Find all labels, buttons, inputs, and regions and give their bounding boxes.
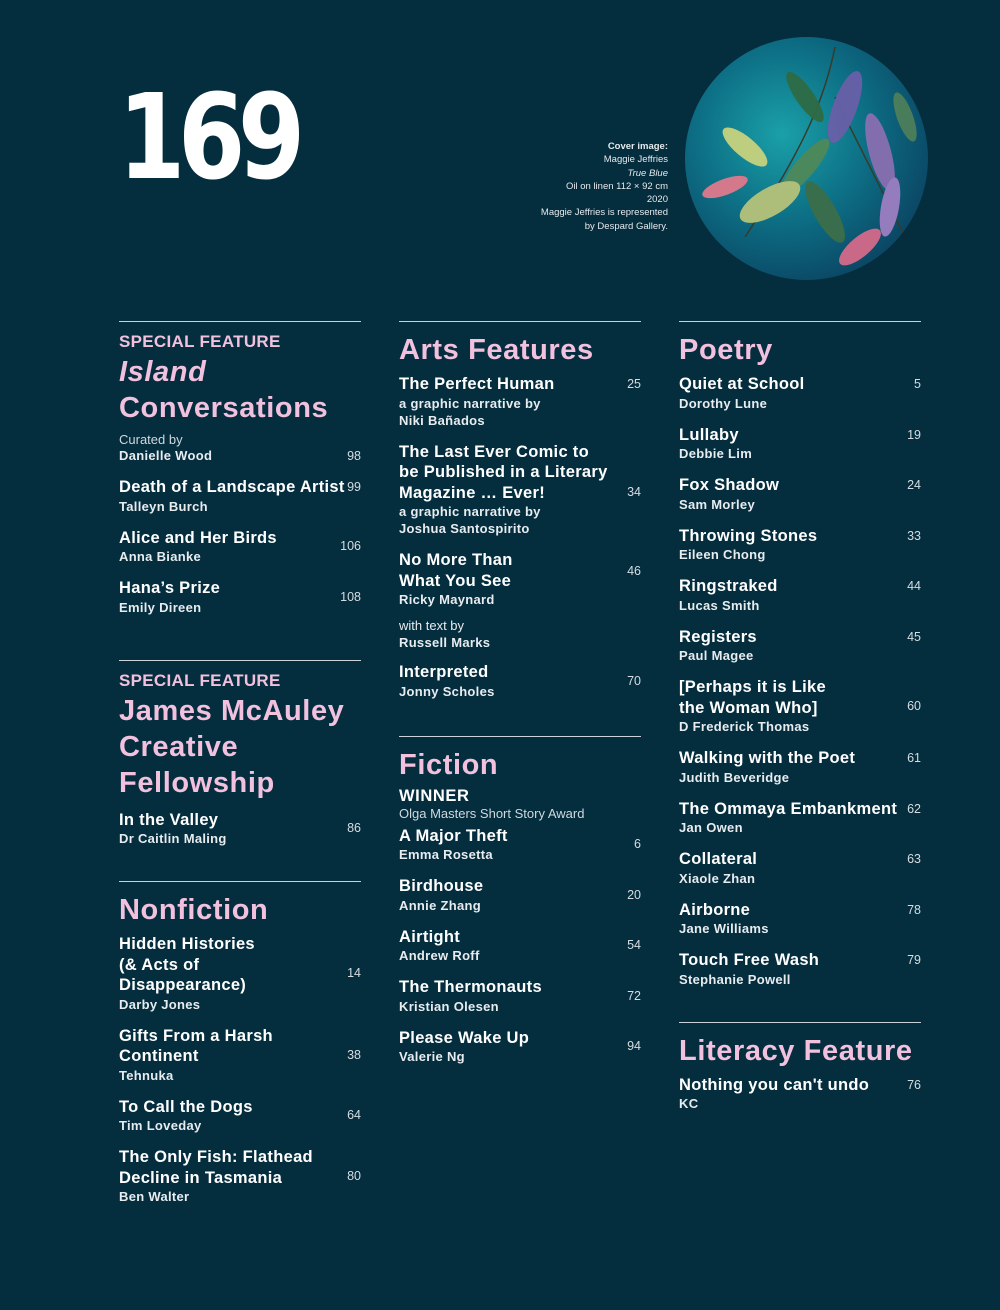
entry-title: Death of a Landscape Artist [119, 478, 345, 496]
cover-artist: Maggie Jeffries [603, 154, 668, 166]
heading-line: James McAuley [119, 694, 345, 727]
toc-entry[interactable] [399, 876, 641, 914]
entry-page: 94 [627, 1039, 641, 1054]
toc-entry[interactable] [679, 677, 921, 735]
entry-title-cont: Decline in Tasmania [119, 1168, 283, 1187]
cover-caption [468, 140, 668, 233]
entry-title-cont: the Woman Who] [679, 698, 818, 717]
section-kicker: SPECIAL FEATURE [119, 670, 281, 690]
entry-author: Emma Rosetta [399, 847, 493, 862]
section-heading-fellowship [119, 693, 361, 801]
toc-entry[interactable] [679, 475, 921, 513]
entry-page: 24 [907, 478, 921, 492]
toc-entry[interactable] [399, 550, 641, 651]
entry-author: Stephanie Powell [679, 971, 791, 987]
entry-title-cont: What You See [399, 571, 512, 590]
entry-page: 14 [347, 966, 361, 981]
entry-title: Please Wake Up [399, 1028, 530, 1047]
entry-author: KC [679, 1096, 699, 1111]
toc-entry[interactable] [679, 799, 921, 837]
entry-page: 64 [347, 1108, 361, 1123]
entry-page: 61 [907, 751, 921, 765]
toc-entry[interactable] [119, 1147, 361, 1205]
section-heading-fiction: Fiction [399, 748, 499, 781]
toc-entry[interactable] [679, 425, 921, 463]
column-right [679, 321, 921, 1112]
entry-title: Collateral [679, 850, 758, 868]
entry-author: Danielle Wood [119, 448, 213, 463]
section-heading-nonfiction: Nonfiction [119, 894, 269, 926]
entry-page: 72 [627, 988, 641, 1003]
cover-credit-2: by Despard Gallery. [584, 220, 668, 232]
entry-author: Anna Bianke [119, 549, 202, 564]
toc-entry[interactable] [679, 900, 921, 938]
section-kicker: SPECIAL FEATURE [119, 332, 281, 351]
entry-note: with text by [399, 618, 465, 633]
issue-number: 169 [118, 68, 298, 206]
cover-title: True Blue [627, 167, 668, 179]
toc-entry[interactable] [119, 1097, 361, 1135]
cover-painting-image [685, 37, 928, 280]
toc-entry[interactable] [679, 576, 921, 614]
entry-page: 25 [627, 377, 641, 391]
entry-title: The Last Ever Comic to [399, 442, 589, 461]
entry-page: 79 [907, 953, 921, 967]
toc-entry[interactable] [679, 748, 921, 786]
entry-title: No More Than [399, 551, 513, 569]
toc-entry[interactable] [119, 477, 361, 515]
entry-title-cont: be Published in a Literary [399, 463, 608, 481]
entry-title: The Ommaya Embankment [679, 799, 898, 818]
entry-title: The Perfect Human [399, 375, 555, 393]
toc-entry[interactable] [399, 1028, 641, 1066]
entry-page: 45 [907, 629, 921, 644]
entry-author: Dorothy Lune [679, 395, 768, 411]
entry-page: 5 [914, 377, 921, 391]
entry-title: Registers [679, 627, 757, 646]
entry-author: Eileen Chong [679, 547, 766, 562]
entry-page: 99 [347, 480, 361, 494]
entry-page: 76 [907, 1077, 921, 1092]
toc-entry[interactable] [399, 927, 641, 965]
entry-author: Niki Bañados [399, 412, 485, 428]
toc-entry[interactable] [119, 934, 361, 1013]
entry-page: 63 [907, 852, 921, 866]
entry-page: 20 [627, 887, 641, 902]
entry-title: Alice and Her Birds [119, 528, 277, 547]
toc-entry[interactable] [399, 826, 641, 864]
toc-entry[interactable] [399, 662, 641, 700]
winner-label: WINNER [399, 786, 470, 805]
entry-page: 44 [907, 579, 921, 593]
cover-credit: Maggie Jeffries is represented [540, 207, 668, 219]
entry-author: Andrew Roff [399, 948, 480, 963]
entry-title: Throwing Stones [679, 526, 818, 545]
entry-author: Jonny Scholes [399, 683, 495, 699]
entry-title: Airborne [679, 900, 751, 919]
entry-author: Sam Morley [679, 496, 755, 512]
toc-entry[interactable] [119, 810, 361, 848]
entry-page: 54 [627, 938, 641, 953]
entry-author: Judith Beveridge [679, 769, 790, 785]
entry-title: The Only Fish: Flathead [119, 1148, 313, 1166]
entry-author: Dr Caitlin Maling [119, 831, 227, 846]
entry-page: 33 [907, 528, 921, 543]
cover-medium: Oil on linen 112 × 92 cm [565, 180, 668, 192]
heading-line: Creative [119, 730, 239, 763]
entry-page: 108 [340, 589, 361, 604]
toc-entry[interactable] [679, 374, 921, 412]
toc-entry[interactable] [119, 528, 361, 566]
entry-author: Valerie Ng [399, 1049, 465, 1064]
entry-page: 106 [340, 539, 361, 554]
entry-title: Ringstraked [679, 577, 778, 595]
entry-author: D Frederick Thomas [679, 719, 810, 734]
entry-page: 34 [627, 484, 641, 499]
entry-title: To Call the Dogs [119, 1097, 253, 1116]
entry-title: Fox Shadow [679, 476, 780, 494]
entry-title: Walking with the Poet [679, 749, 856, 767]
entry-page: 98 [347, 448, 361, 463]
heading-line: Fellowship [119, 766, 275, 799]
divider [399, 736, 641, 737]
entry-page: 70 [627, 673, 641, 688]
entry-title-cont: Continent [119, 1047, 199, 1065]
entry-author: Tehnuka [119, 1067, 174, 1083]
column-left [119, 321, 361, 1205]
entry-page: 62 [907, 801, 921, 816]
heading-line: Conversations [119, 392, 329, 424]
entry-author: Lucas Smith [679, 597, 760, 613]
entry-title: Touch Free Wash [679, 951, 820, 969]
entry-title: The Thermonauts [399, 978, 542, 996]
toc-entry[interactable] [119, 447, 361, 464]
entry-author: Annie Zhang [399, 897, 482, 913]
entry-title: Airtight [399, 927, 461, 946]
entry-page: 86 [347, 821, 361, 836]
entry-author: Ricky Maynard [399, 592, 495, 607]
entry-note: a graphic narrative by [399, 504, 541, 519]
section-heading-poetry: Poetry [679, 334, 773, 366]
entry-page: 19 [907, 427, 921, 442]
entry-page: 38 [347, 1047, 361, 1062]
entry-author: Emily Direen [119, 599, 202, 615]
divider [119, 321, 361, 322]
entry-author: Jane Williams [679, 921, 769, 936]
entry-author: Xiaole Zhan [679, 870, 756, 886]
entry-author: Talleyn Burch [119, 498, 208, 514]
entry-author: Tim Loveday [119, 1118, 202, 1133]
entry-author: Paul Magee [679, 648, 754, 663]
toc-entry[interactable] [119, 1026, 361, 1084]
poetry-list [679, 374, 921, 988]
entry-title-cont: Magazine … Ever! [399, 483, 546, 502]
toc-entry[interactable] [679, 627, 921, 665]
entry-title: [Perhaps it is Like [679, 678, 826, 696]
toc-entry[interactable] [679, 950, 921, 988]
divider [399, 321, 641, 322]
award-name: Olga Masters Short Story Award [399, 805, 585, 821]
entry-author: Debbie Lim [679, 446, 753, 461]
entry-title: Nothing you can't undo [679, 1075, 870, 1094]
entry-page: 6 [634, 837, 641, 852]
entry-page: 78 [907, 902, 921, 917]
entry-author: Russell Marks [399, 635, 491, 650]
section-heading-literacy-feature: Literacy Feature [679, 1034, 913, 1067]
entry-author: Kristian Olesen [399, 998, 499, 1014]
entry-page: 46 [627, 564, 641, 578]
toc-entry[interactable] [399, 977, 641, 1015]
entry-title-cont: (& Acts of Disappearance) [119, 955, 247, 994]
toc-entry[interactable] [399, 442, 641, 538]
curated-by-label: Curated by [119, 432, 183, 447]
divider [119, 660, 361, 661]
divider [119, 881, 361, 882]
divider [679, 1022, 921, 1023]
entry-page: 80 [347, 1169, 361, 1183]
entry-title: In the Valley [119, 810, 219, 829]
column-middle [399, 321, 641, 1065]
entry-author: Ben Walter [119, 1189, 190, 1204]
entry-author: Darby Jones [119, 996, 201, 1012]
entry-title: Birdhouse [399, 877, 484, 895]
toc-entry[interactable] [679, 849, 921, 887]
toc-entry[interactable] [119, 578, 361, 616]
toc-entry[interactable] [679, 1075, 921, 1113]
toc-entry[interactable] [679, 526, 921, 564]
entry-title: Hidden Histories [119, 935, 255, 953]
entry-title: Hana’s Prize [119, 579, 221, 597]
toc-entry[interactable] [399, 374, 641, 429]
divider [679, 321, 921, 322]
entry-author: Jan Owen [679, 820, 743, 835]
section-heading-arts-features: Arts Features [399, 334, 594, 366]
entry-title: Interpreted [399, 663, 489, 681]
section-heading-island-conversations [119, 354, 361, 426]
cover-label: Cover image: [607, 141, 668, 152]
entry-title: Quiet at School [679, 375, 805, 393]
entry-author: Joshua Santospirito [399, 521, 530, 536]
heading-line: Island [119, 356, 207, 388]
entry-note: a graphic narrative by [399, 395, 541, 411]
entry-title: Lullaby [679, 425, 739, 444]
entry-page: 60 [907, 699, 921, 713]
cover-year: 2020 [646, 194, 668, 206]
entry-title: A Major Theft [399, 826, 508, 845]
entry-title: Gifts From a Harsh [119, 1026, 273, 1045]
